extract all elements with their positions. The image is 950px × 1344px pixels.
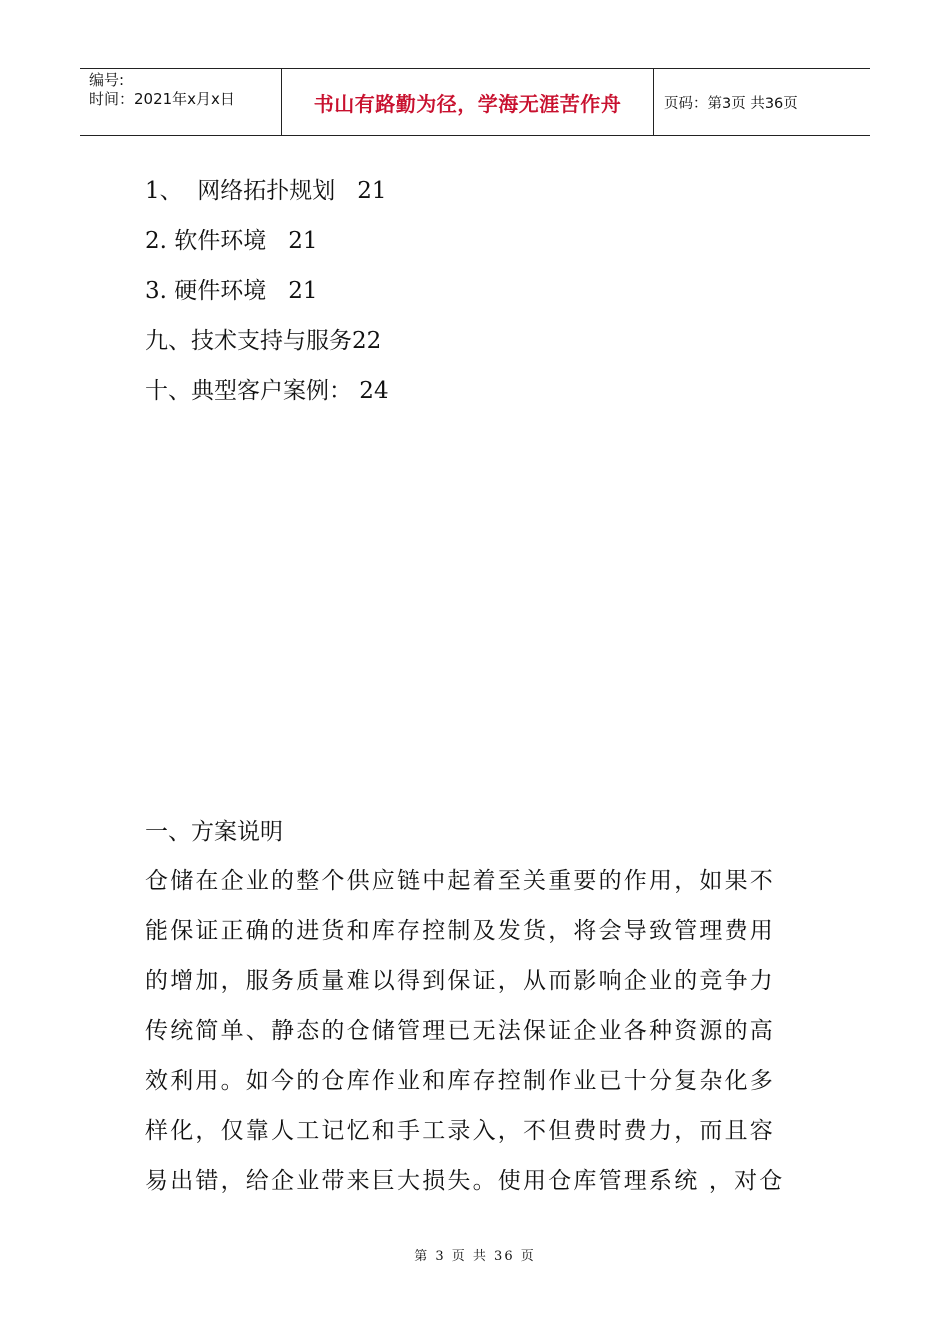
document-number-label: 编号: — [89, 71, 125, 89]
toc-entry[interactable]: 九、技术支持与服务22 — [145, 328, 382, 354]
paragraph-line: 传统简单、静态的仓储管理已无法保证企业各种资源的高 — [145, 1018, 775, 1044]
toc-entry[interactable]: 1、 网络拓扑规划 21 — [145, 178, 387, 204]
section-heading: 一、方案说明 — [145, 819, 283, 845]
header-page-cell — [654, 69, 870, 135]
toc-entry[interactable]: 2. 软件环境 21 — [145, 228, 318, 254]
table-of-contents — [145, 166, 389, 416]
section-body-paragraph — [145, 856, 810, 1206]
header-motto-cell — [282, 69, 654, 135]
header-motto: 书山有路勤为径，学海无涯苦作舟 — [313, 91, 622, 116]
toc-entry[interactable]: 3. 硬件环境 21 — [145, 278, 318, 304]
page-footer-number: 第 3 页 共 36 页 — [414, 1249, 536, 1264]
page-header-table — [80, 68, 870, 136]
paragraph-line: 仓储在企业的整个供应链中起着至关重要的作用，如果不 — [145, 868, 775, 894]
document-date: 时间：2021年x月x日 — [89, 90, 235, 108]
header-meta-cell — [80, 69, 282, 135]
paragraph-line: 的增加，服务质量难以得到保证，从而影响企业的竞争力 — [145, 968, 775, 994]
paragraph-line: 样化，仅靠人工记忆和手工录入，不但费时费力，而且容 — [145, 1118, 775, 1144]
paragraph-line: 易出错，给企业带来巨大损失。使用仓库管理系统 ，对仓 — [145, 1168, 785, 1194]
paragraph-line: 效利用。如今的仓库作业和库存控制作业已十分复杂化多 — [145, 1068, 775, 1094]
paragraph-line: 能保证正确的进货和库存控制及发货，将会导致管理费用 — [145, 918, 775, 944]
header-page-info: 页码：第3页 共36页 — [664, 95, 798, 112]
toc-entry[interactable]: 十、典型客户案例： 24 — [145, 378, 389, 404]
